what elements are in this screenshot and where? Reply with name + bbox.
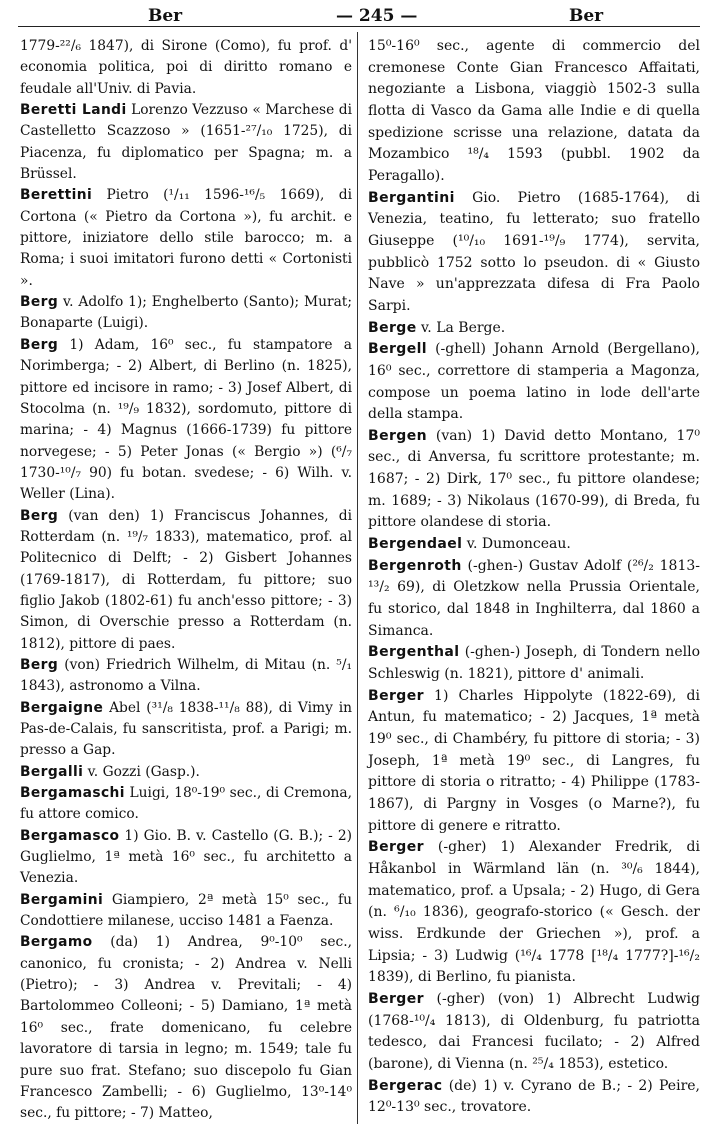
entry-headword: Bergenroth	[368, 557, 462, 574]
left-column	[20, 36, 352, 1125]
entry-headword: Berg	[20, 507, 59, 524]
dictionary-entry	[368, 188, 700, 318]
entry-headword: Bergamasco	[20, 827, 120, 844]
dictionary-entry	[368, 339, 700, 426]
page-number: — 245 —	[336, 6, 418, 26]
entry-text: Pietro (¹/₁₁ 1596-¹⁶/₅ 1669), di Cortona (« Pietro da Cortona »), fu archit. e pittore, iniziatore dello stile barocco; m. a Roma; i suoi imitatori furono detti « Cortonisti ».	[20, 187, 352, 289]
entry-headword: Bergamini	[20, 891, 104, 908]
entry-headword: Bergendael	[368, 536, 463, 553]
entry-text: (-gher) 1) Alexander Fredrik, di Håkanbol in Wärmland län (n. ³⁰/₆ 1844), matematico, prof. a Upsala; - 2) Hugo, di Gera (n. ⁶/₁₀ 1836), geografo-storico (« Gesch. der wiss. Erdkunde der Griechen »), prof. a Lipsia; - 3) Ludwig (¹⁶/₄ 1778 [¹⁸/₄ 1777?]-¹⁶/₂ 1839), di Berlino, fu pianista.	[368, 839, 700, 986]
column-divider	[357, 32, 358, 1124]
entry-headword: Bergaigne	[20, 699, 104, 716]
entry-text: (-ghell) Johann Arnold (Bergellano), 16⁰ sec., correttore di stamperia a Magonza, compose un poema latino in lode dell'arte della stampa.	[368, 341, 700, 423]
entry-text: 1) Adam, 16⁰ sec., fu stampatore a Norimberga; - 2) Albert, di Berlino (n. 1825), pittore ed incisore in ramo; - 3) Josef Albert, di Stocolma (n. ¹⁹/₉ 1832), sordomuto, pittore di marina; - 4) Magnus (1666-1739) fu pittore norvegese; - 5) Peter Jonas (« Bergio ») (⁶/₇ 1730-¹⁰/₇ 90) fu botan. svedese; - 6) Wilh. v. Weller (Lina).	[20, 336, 352, 503]
dictionary-entry	[368, 534, 700, 556]
entry-text: v. Dumonceau.	[462, 536, 571, 553]
entry-headword: Bergamo	[20, 934, 93, 951]
entry-text: 1) Charles Hippolyte (1822-69), di Antun, fu matematico; - 2) Jacques, 1ª metà 19⁰ sec., di Chambéry, fu pittore di storia; - 3) Joseph, 1ª metà 19⁰ sec., di Langres, fu pittore di storia o ritratto; - 4) Philippe (1783-1867), di Pargny in Vosges (o Marne?), fu pittore di genere e ritratto.	[368, 687, 700, 834]
dictionary-entry	[20, 36, 352, 100]
dictionary-entry	[368, 837, 700, 989]
right-column	[368, 36, 700, 1119]
entry-text: v. Adolfo 1); Enghelberto (Santo); Murat; Bonaparte (Luigi).	[20, 294, 352, 332]
dictionary-entry	[20, 890, 352, 933]
entry-text: (van den) 1) Franciscus Johannes, di Rotterdam (n. ¹⁹/₇ 1833), matematico, prof. al Politecnico di Delft; - 2) Gisbert Johannes (1769-1817), di Rotterdam, fu pittore; suo figlio Jakob (1802-61) fu anch'esso pittore; - 3) Simon, di Overschie presso a Rotterdam (n. 1812), pittore di paes.	[20, 507, 352, 652]
entry-headword: Berger	[368, 990, 424, 1007]
entry-text: 1779-²²/₆ 1847), di Sirone (Como), fu prof. d' economia politica, poi di diritto romano e feudale all'Univ. di Pavia.	[20, 38, 352, 97]
entry-headword: Bergerac	[368, 1077, 443, 1094]
entry-headword: Berge	[368, 319, 417, 336]
entry-text: v. Gozzi (Gasp.).	[83, 763, 200, 780]
entry-text: Luigi, 18⁰-19⁰ sec., di Cremona, fu attore comico.	[20, 785, 352, 823]
entry-text: 15⁰-16⁰ sec., agente di commercio del cremonese Conte Gian Francesco Affaitati, negoziante a Lisbona, viaggiò 1502-3 sulla flotta di Vasco da Gama alle Indie e di quella spedizione scrisse una relazione, datata da Mozambico ¹⁸/₄ 1593 (pubbl. 1902 da Peragallo).	[368, 38, 700, 184]
entry-headword: Berg	[20, 294, 59, 311]
entry-text: (von) Friedrich Wilhelm, di Mitau (n. ⁵/₁ 1843), astronomo a Vilna.	[20, 656, 352, 695]
dictionary-entry	[368, 318, 700, 340]
entry-text: v. La Berge.	[416, 319, 506, 336]
dictionary-entry	[20, 335, 352, 506]
dictionary-entry	[368, 989, 700, 1076]
entry-text: (-ghen-) Joseph, di Tondern nello Schleswig (n. 1821), pittore d' animali.	[368, 644, 700, 683]
dictionary-entry	[20, 185, 352, 292]
entry-headword: Berger	[368, 687, 424, 704]
entry-text: (-ghen-) Gustav Adolf (²⁶/₂ 1813-¹³/₂ 69), di Oletzkow nella Prussia Orientale, fu storico, dal 1848 in Inghilterra, dal 1860 a Simanca.	[368, 557, 700, 639]
dictionary-entry	[368, 642, 700, 685]
dictionary-entry	[20, 826, 352, 890]
entry-text: (van) 1) David detto Montano, 17⁰ sec., di Anversa, fu scrittore protestante; m. 1687; - 2) Dirk, 17⁰ sec., fu pittore olandese; m. 1689; - 3) Nikolaus (1670-99), di Breda, fu pittore olandese di storia.	[368, 427, 700, 531]
dictionary-entry	[20, 292, 352, 335]
running-header	[18, 4, 700, 27]
entry-headword: Berettini	[20, 187, 93, 204]
entry-headword: Bergalli	[20, 763, 84, 780]
entry-headword: Bergenthal	[368, 644, 460, 661]
dictionary-entry	[368, 556, 700, 643]
entry-headword: Berger	[368, 839, 424, 856]
dictionary-entry	[20, 932, 352, 1124]
entry-text: (-gher) (von) 1) Albrecht Ludwig (1768-¹⁰/₄ 1813), di Oldenburg, fu patriotta tedesco, dai Francesi fucilato; - 2) Alfred (barone), di Vienna (n. ²⁵/₄ 1853), estetico.	[368, 990, 700, 1072]
entry-headword: Berg	[20, 656, 59, 673]
entry-text: Giampiero, 2ª metà 15⁰ sec., fu Condottiere milanese, ucciso 1481 a Faenza.	[20, 891, 352, 930]
entry-text: Abel (³¹/₈ 1838-¹¹/₈ 88), di Vimy in Pas-de-Calais, fu sanscritista, prof. a Parigi; m. presso a Gap.	[20, 699, 352, 759]
entry-text: Lorenzo Vezzuso « Marchese di Castelletto Scazzoso » (1651-²⁷/₁₀ 1725), di Piacenza, fu diplomatico per Spagna; m. a Brüssel.	[20, 102, 352, 183]
entry-text: (de) 1) v. Cyrano de B.; - 2) Peire, 12⁰-13⁰ sec., trovatore.	[368, 1077, 700, 1116]
dictionary-entry	[368, 426, 700, 534]
header-left-guideword: Ber	[148, 6, 183, 26]
dictionary-entry	[368, 686, 700, 838]
dictionary-entry	[20, 698, 352, 762]
entry-headword: Bergen	[368, 427, 427, 444]
entry-headword: Bergell	[368, 341, 427, 358]
dictionary-entry	[368, 36, 700, 188]
dictionary-entry	[368, 1076, 700, 1119]
entry-headword: Bergamaschi	[20, 785, 125, 802]
entry-text: 1) Gio. B. v. Castello (G. B.); - 2) Guglielmo, 1ª metà 16⁰ sec., fu architetto a Venezia.	[20, 827, 352, 887]
dictionary-entry	[20, 783, 352, 826]
header-right-guideword: Ber	[569, 6, 604, 26]
dictionary-entry	[20, 100, 352, 185]
entry-headword: Beretti Landi	[20, 102, 127, 119]
entry-headword: Berg	[20, 336, 59, 353]
entry-text: (da) 1) Andrea, 9⁰-10⁰ sec., canonico, fu cronista; - 2) Andrea v. Nelli (Pietro); - 3) Andrea v. Previtali; - 4) Bartolommeo Colleoni; - 5) Damiano, 1ª metà 16⁰ sec., frate domenicano, fu celebre lavoratore di tarsia in legno; m. 1549; tale fu pure suo frat. Stefano; suo discepolo fu Gian Francesco Zambelli; - 6) Guglielmo, 13⁰-14⁰ sec., fu pittore; - 7) Matteo,	[20, 934, 352, 1122]
dictionary-entry	[20, 655, 352, 698]
entry-text: Gio. Pietro (1685-1764), di Venezia, teatino, fu letterato; suo fratello Giuseppe (¹⁰/₁₀ 1691-¹⁹/₉ 1774), servita, pubblicò 1752 sotto lo pseudon. di « Giusto Nave » un'apprezzata difesa di Fra Paolo Sarpi.	[368, 189, 700, 314]
dictionary-entry	[20, 506, 352, 655]
entry-headword: Bergantini	[368, 189, 455, 206]
dictionary-entry	[20, 762, 352, 783]
